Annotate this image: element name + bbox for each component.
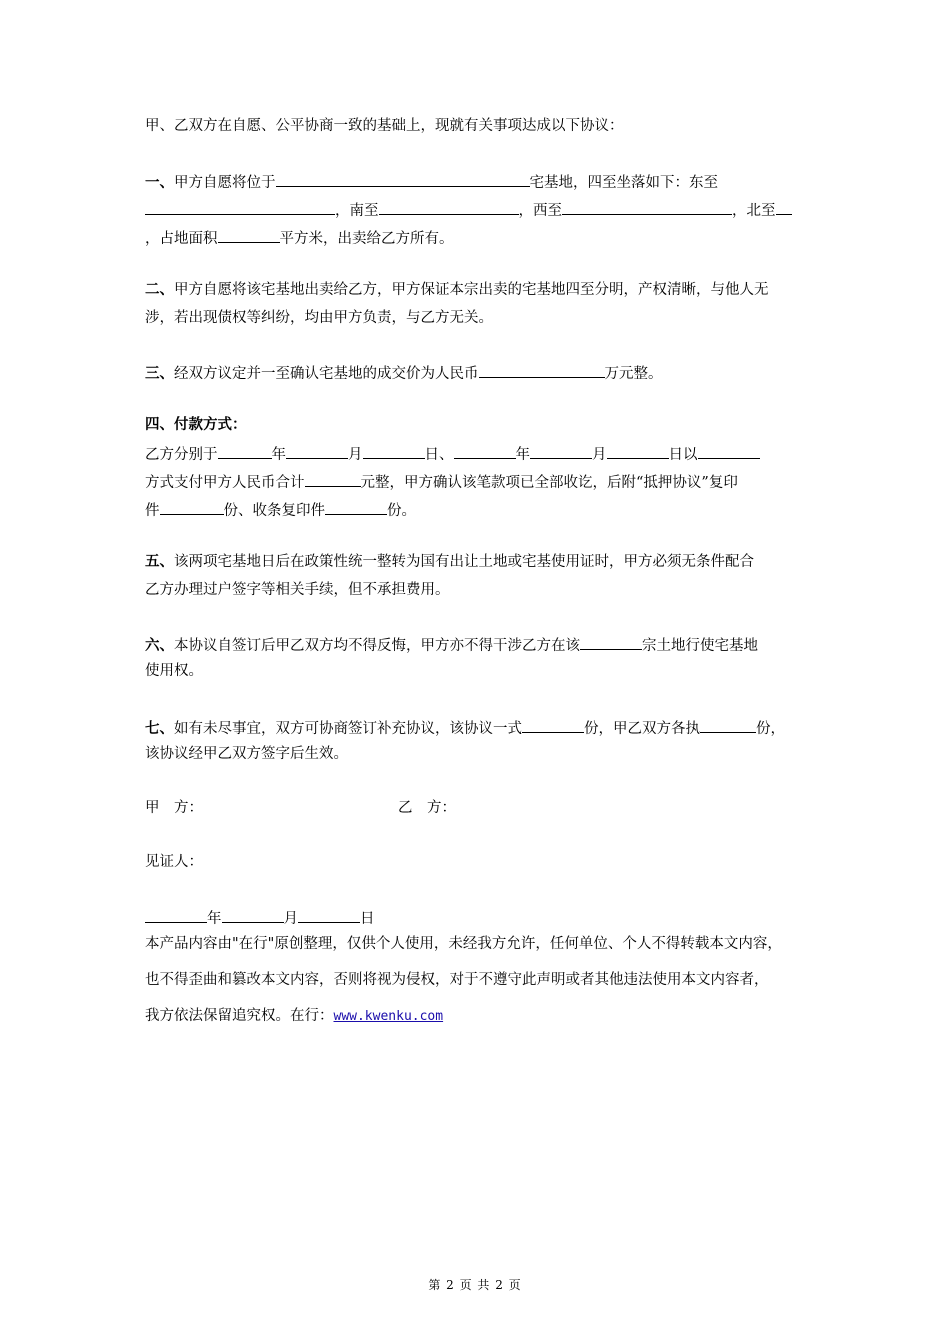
page-footer: 第 2 页 共 2 页 (428, 1278, 522, 1292)
clause-1-text: ，占地面积 (145, 231, 218, 247)
notice-line-3 (145, 1006, 443, 1027)
clause-7-text: 份， (756, 721, 785, 737)
day-1-blank[interactable] (363, 442, 425, 459)
clause-5-number: 五、 (145, 553, 174, 570)
notice-text: 我方依法保留追究权。在行： (145, 1008, 334, 1024)
clause-5-text: 该两项宅基地日后在政策性统一整转为国有出让土地或宅基使用证时，甲方必须无条件配合 (174, 554, 754, 570)
clause-1-line-1 (145, 170, 718, 193)
clause-6-number: 六、 (145, 637, 174, 654)
notice-line-2: 也不得歪曲和篡改本文内容，否则将视为侵权，对于不遵守此声明或者其他违法使用本文内容者， (145, 972, 769, 988)
parcel-count-blank[interactable] (580, 633, 642, 650)
day-label: 日、 (424, 447, 454, 463)
sign-month-blank[interactable] (222, 906, 284, 923)
north-boundary-blank[interactable] (776, 198, 792, 215)
clause-7-line-1 (145, 716, 785, 739)
clause-3-text: 万元整。 (604, 366, 663, 382)
clause-1-text: ，北至 (732, 203, 776, 219)
clause-1-line-2 (145, 198, 792, 221)
clause-4-text: 方式支付甲方人民币合计 (145, 475, 305, 491)
month-2-blank[interactable] (530, 442, 592, 459)
sign-year-blank[interactable] (145, 906, 207, 923)
clause-4-text: 份、收条复印件 (223, 503, 325, 519)
price-blank[interactable] (479, 361, 605, 378)
clause-7-line-2: 该协议经甲乙双方签字后生效。 (145, 746, 348, 762)
receipt-copies-blank[interactable] (325, 498, 387, 515)
method-blank[interactable] (698, 442, 760, 459)
month-1-blank[interactable] (286, 442, 348, 459)
clause-2-text: 甲方自愿将该宅基地出卖给乙方，甲方保证本宗出卖的宅基地四至分明，产权清晰，与他人无 (174, 282, 769, 298)
clause-7-text: 份，甲乙双方各执 (584, 721, 700, 737)
clause-4-line-1 (145, 442, 760, 465)
clause-7-number: 七、 (145, 720, 174, 737)
clause-4-heading: 四、付款方式： (145, 416, 247, 433)
clause-1-text: ，南至 (335, 203, 379, 219)
clause-1-text: 宅基地，四至坐落如下：东至 (529, 175, 718, 191)
year-label: 年 (207, 911, 222, 927)
clause-6-text: 本协议自签订后甲乙双方均不得反悔，甲方亦不得干涉乙方在该 (174, 638, 580, 654)
clause-1-line-3 (145, 226, 454, 249)
year-2-blank[interactable] (454, 442, 516, 459)
clause-5-line-2: 乙方办理过户签字等相关手续，但不承担费用。 (145, 582, 450, 598)
clause-1-number: 一、 (145, 174, 174, 191)
clause-6-line-2: 使用权。 (145, 663, 203, 679)
clause-4-line-3 (145, 498, 416, 521)
clause-6-text: 宗土地行使宅基地 (642, 638, 758, 654)
website-link[interactable]: www.kwenku.com (333, 1009, 444, 1024)
day-2-blank[interactable] (607, 442, 669, 459)
party-a-signature-label: 甲 方： (145, 800, 203, 816)
clause-1-text: 平方米，出卖给乙方所有。 (279, 231, 454, 247)
clause-2-number: 二、 (145, 281, 174, 298)
clause-3-text: 经双方议定并一至确认宅基地的成交价为人民币 (174, 366, 479, 382)
clause-3-number: 三、 (145, 365, 174, 382)
west-boundary-blank[interactable] (562, 198, 732, 215)
clause-2-line-2: 涉，若出现债权等纠纷，均由甲方负责，与乙方无关。 (145, 310, 493, 326)
month-label: 月 (592, 447, 607, 463)
south-boundary-blank[interactable] (379, 198, 519, 215)
clause-4-line-2 (145, 470, 738, 493)
month-label: 月 (348, 447, 363, 463)
sign-day-blank[interactable] (298, 906, 360, 923)
year-label: 年 (271, 447, 286, 463)
clause-7-text: 如有未尽事宜，双方可协商签订补充协议，该协议一式 (174, 721, 522, 737)
party-b-signature-label: 乙 方： (398, 800, 456, 816)
day-label: 日以 (668, 447, 698, 463)
clause-2-line-1 (145, 280, 769, 300)
clause-1-text: ，西至 (518, 203, 562, 219)
east-boundary-blank[interactable] (145, 198, 335, 215)
copies-blank[interactable] (160, 498, 224, 515)
clause-4-text: 乙方分别于 (145, 447, 218, 463)
agreement-copies-blank[interactable] (522, 716, 584, 733)
clause-6-line-1 (145, 633, 758, 656)
clause-4-text: 件 (145, 503, 160, 519)
location-blank[interactable] (276, 170, 530, 187)
notice-line-1: 本产品内容由"在行"原创整理，仅供个人使用，未经我方允许，任何单位、个人不得转载本文内容， (145, 936, 782, 952)
year-label: 年 (515, 447, 530, 463)
area-blank[interactable] (218, 226, 280, 243)
month-label: 月 (283, 911, 298, 927)
witness-label: 见证人： (145, 854, 203, 870)
intro-paragraph: 甲、乙双方在自愿、公平协商一致的基础上，现就有关事项达成以下协议： (145, 118, 624, 134)
each-party-copies-blank[interactable] (700, 716, 756, 733)
day-label: 日 (360, 911, 375, 927)
clause-1-text: 甲方自愿将位于 (174, 175, 276, 191)
year-1-blank[interactable] (218, 442, 272, 459)
clause-4-text: 元整，甲方确认该笔款项已全部收讫，后附“抵押协议”复印 (360, 475, 738, 491)
signing-date (145, 906, 375, 929)
clause-3-line (145, 361, 663, 384)
clause-5-line-1 (145, 552, 754, 572)
total-amount-blank[interactable] (305, 470, 361, 487)
clause-4-text: 份。 (387, 503, 416, 519)
